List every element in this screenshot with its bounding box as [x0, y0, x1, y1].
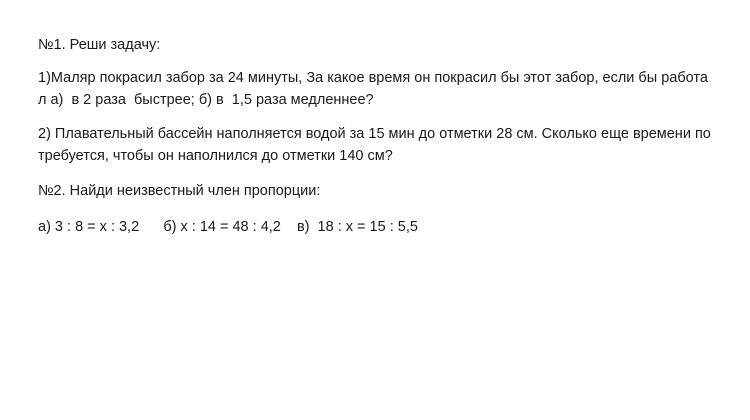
problem1-line1: 1)Маляр покрасил забор за 24 минуты, За какое время он покрасил бы этот забор, если бы работа [38, 70, 708, 86]
task1-heading: №1. Реши задачу: [38, 37, 161, 53]
problem1-line2: л а) в 2 раза быстрее; б) в 1,5 раза медленнее? [38, 92, 374, 108]
proportions-line: а) 3 : 8 = х : 3,2 б) х : 14 = 48 : 4,2 в) 18 : х = 15 : 5,5 [38, 219, 418, 235]
task2-heading: №2. Найди неизвестный член пропорции: [38, 183, 321, 199]
problem2-line1: 2) Плавательный бассейн наполняется водой за 15 мин до отметки 28 см. Сколько еще времени по [38, 126, 711, 142]
problem2-line2: требуется, чтобы он наполнился до отметки 140 см? [38, 148, 393, 164]
